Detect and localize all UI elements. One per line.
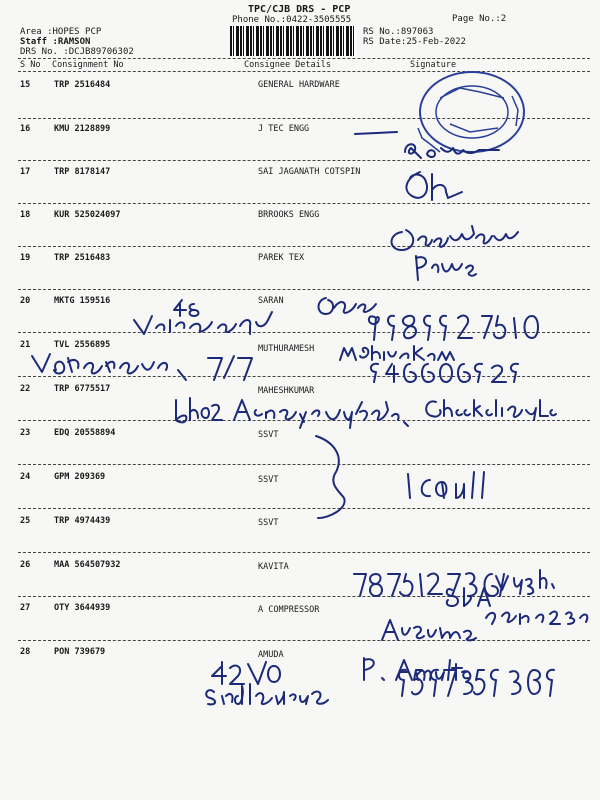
row-consignment: TRP 2516483	[54, 253, 111, 263]
row-sno: 25	[20, 516, 31, 526]
row-consignment: TRP 8178147	[54, 167, 111, 177]
phone-row-20	[364, 308, 544, 344]
row-sno: 26	[20, 560, 31, 570]
area-label: Area :HOPES PCP	[20, 27, 102, 37]
signature-row-16	[355, 124, 505, 164]
row-consignment: MAA 564507932	[54, 560, 121, 570]
row-consignee: PAREK TEX	[258, 253, 305, 263]
row-consignment: MKTG 159516	[54, 296, 111, 306]
row-consignee: GENERAL HARDWARE	[258, 80, 340, 90]
row-sno: 15	[20, 80, 31, 90]
row-consignment: TRP 4974439	[54, 516, 111, 526]
row-consignee: MAHESHKUMAR	[258, 386, 315, 396]
row-consignment: KUR 525024097	[54, 210, 121, 220]
signature-row-17	[400, 168, 470, 206]
row-consignee: BRROOKS ENGG	[258, 210, 320, 220]
row-consignee: SARAN	[258, 296, 284, 306]
row-divider	[18, 508, 590, 509]
row-consignment: TRP 2516484	[54, 80, 111, 90]
signature-row-27	[380, 614, 480, 644]
row-consignment: KMU 2128899	[54, 124, 111, 134]
row-consignee: MUTHURAMESH	[258, 344, 315, 354]
staff-label: Staff :RAMSON	[20, 37, 91, 47]
bracket-mark	[310, 432, 370, 522]
row-divider	[18, 464, 590, 465]
row-consignee: SAI JAGANATH COTSPIN	[258, 167, 361, 177]
row-divider	[18, 289, 590, 290]
row-divider	[18, 552, 590, 553]
row-consignment: TVL 2556895	[54, 340, 111, 350]
page-number: Page No.:2	[452, 14, 507, 24]
row-consignment: PON 739679	[54, 647, 106, 657]
rs-date: RS Date:25-Feb-2022	[363, 37, 466, 47]
phone-row-21	[366, 360, 536, 384]
row-consignee: SSVT	[258, 430, 279, 440]
column-header-consignment: Consignment No	[52, 60, 124, 70]
signature-row-22	[422, 396, 562, 422]
row-consignee: J TEC ENGG	[258, 124, 310, 134]
signature-row-24	[402, 468, 502, 504]
row-consignee: SSVT	[258, 518, 279, 528]
note-row-20-left	[132, 298, 282, 338]
row-sno: 22	[20, 384, 31, 394]
signature-row-19	[410, 252, 480, 286]
column-header-consignee: Consignee Details	[244, 60, 331, 70]
rs-number: RS No.:897063	[363, 27, 434, 37]
row-sno: 18	[20, 210, 31, 220]
row-consignee: AMUDA	[258, 650, 284, 660]
note-row-28-left	[200, 656, 350, 706]
row-consignment: OTY 3644939	[54, 603, 111, 613]
note-row-21-left	[28, 346, 258, 386]
row-divider	[18, 203, 590, 204]
barcode	[230, 26, 356, 56]
phone-number: Phone No.:0422-3505555	[232, 15, 352, 25]
row-divider	[18, 640, 590, 641]
row-sno: 28	[20, 647, 31, 657]
row-sno: 16	[20, 124, 31, 134]
row-sno: 20	[20, 296, 31, 306]
row-sno: 27	[20, 603, 31, 613]
row-consignment: EDQ 20558894	[54, 428, 116, 438]
row-consignee: KAVITA	[258, 562, 289, 572]
row-consignment: GPM 209369	[54, 472, 106, 482]
row-consignee: A COMPRESSOR	[258, 605, 320, 615]
row-sno: 23	[20, 428, 31, 438]
note-row-22-left	[172, 392, 412, 430]
column-header-signature: Signature	[410, 60, 457, 70]
column-header-sno: S No	[20, 60, 41, 70]
drs-number: DRS No. :DCJB89706302	[20, 47, 134, 57]
sheet-title: TPC/CJB DRS - PCP	[248, 4, 351, 15]
row-consignment: TRP 6775517	[54, 384, 111, 394]
row-sno: 17	[20, 167, 31, 177]
row-consignee: SSVT	[258, 475, 279, 485]
phone-row-28	[392, 666, 562, 700]
row-sno: 21	[20, 340, 31, 350]
row-sno: 19	[20, 253, 31, 263]
header-rule-top	[18, 58, 590, 59]
row-sno: 24	[20, 472, 31, 482]
